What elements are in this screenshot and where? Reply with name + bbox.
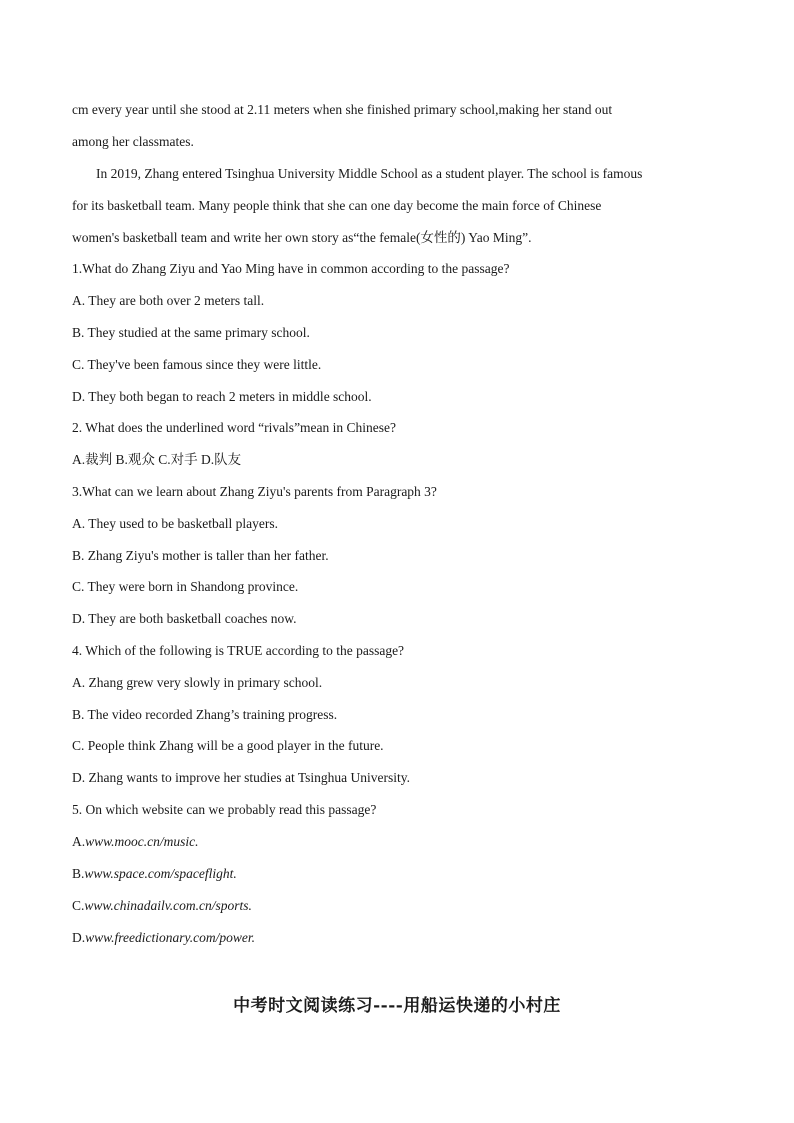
question-1-option-c: C. They've been famous since they were little.: [72, 357, 322, 372]
passage-line-5: women's basketball team and write her own story as“the female(女性的) Yao Ming”.: [72, 230, 532, 245]
option-letter: B.: [72, 866, 85, 881]
question-1-option-b: B. They studied at the same primary school.: [72, 325, 310, 340]
section-title: 中考时文阅读练习----用船运快递的小村庄: [233, 996, 561, 1016]
question-5-stem: 5. On which website can we probably read this passage?: [72, 802, 377, 817]
question-3-option-a: A. They used to be basketball players.: [72, 516, 278, 531]
option-letter: D.: [72, 930, 86, 945]
option-letter: C.: [72, 898, 85, 913]
question-1-option-d: D. They both began to reach 2 meters in middle school.: [72, 389, 372, 404]
website-url: www.mooc.cn/music.: [85, 834, 199, 849]
question-1-stem: 1.What do Zhang Ziyu and Yao Ming have in common according to the passage?: [72, 261, 510, 276]
question-3-option-b: B. Zhang Ziyu's mother is taller than her father.: [72, 548, 329, 563]
website-url: www.chinadailv.com.cn/sports.: [84, 898, 252, 913]
question-3-stem: 3.What can we learn about Zhang Ziyu's parents from Paragraph 3?: [72, 484, 437, 499]
question-4-option-d: D. Zhang wants to improve her studies at Tsinghua University.: [72, 770, 411, 785]
question-2-stem: 2. What does the underlined word “rivals”mean in Chinese?: [72, 420, 397, 435]
website-url: www.freedictionary.com/power.: [85, 930, 255, 945]
passage-line-2: among her classmates.: [72, 134, 194, 149]
option-letter: A.: [72, 834, 86, 849]
question-4-option-b: B. The video recorded Zhang’s training progress.: [72, 707, 338, 722]
question-3-option-c: C. They were born in Shandong province.: [72, 579, 299, 594]
question-5-option-c: [72, 897, 732, 915]
question-3-option-d: D. They are both basketball coaches now.: [72, 611, 297, 626]
passage-line-4: for its basketball team. Many people think that she can one day become the main force of Chinese: [72, 198, 602, 213]
question-1-option-a: A. They are both over 2 meters tall.: [72, 293, 265, 308]
question-2-options: A.裁判 B.观众 C.对手 D.队友: [72, 452, 242, 467]
question-5-option-b: [72, 865, 732, 883]
question-4-option-c: C. People think Zhang will be a good player in the future.: [72, 738, 384, 753]
passage-line-3: In 2019, Zhang entered Tsinghua University Middle School as a student player. The school is famous: [96, 166, 643, 181]
website-url: www.space.com/spaceflight.: [84, 866, 237, 881]
question-4-option-a: A. Zhang grew very slowly in primary school.: [72, 675, 323, 690]
question-5-option-a: [72, 833, 732, 851]
question-4-stem: 4. Which of the following is TRUE according to the passage?: [72, 643, 405, 658]
question-5-option-d: [72, 929, 732, 947]
passage-line-1: cm every year until she stood at 2.11 meters when she finished primary school,making her stand out: [72, 102, 613, 117]
